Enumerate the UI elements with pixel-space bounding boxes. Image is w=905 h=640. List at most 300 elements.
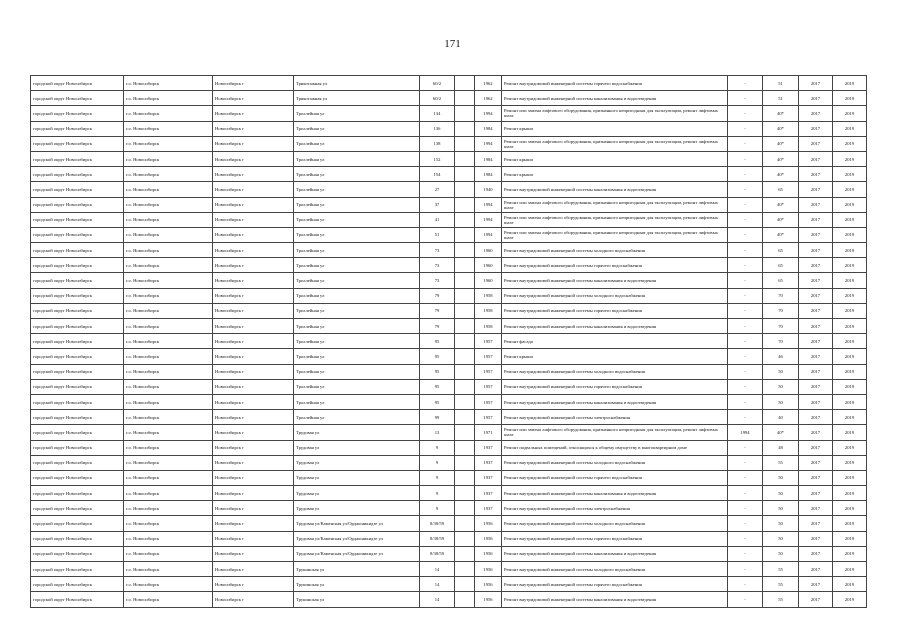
table-row (31, 562, 867, 577)
year-built-cell: 1994 (475, 197, 502, 212)
table-row (31, 379, 867, 394)
street-cell: Троллейная ул (294, 212, 420, 227)
settlement-cell: Новосибирск г (213, 288, 294, 303)
street-cell: Трудовая ул (294, 455, 420, 470)
work-type-cell: Ремонт подвальных помещений, относящихся к общему имуществу в многоквартирном доме (502, 440, 728, 455)
plan-start-cell: 2017 (799, 273, 833, 288)
last-repair-year-cell: - (728, 455, 763, 470)
year-built-cell: 1971 (475, 425, 502, 440)
building-cell (455, 303, 475, 318)
table-row (31, 212, 867, 227)
municipality-cell: городской округ Новосибирск (31, 394, 124, 409)
municipality-cell: городской округ Новосибирск (31, 167, 124, 182)
building-cell (455, 592, 475, 607)
building-cell (455, 470, 475, 485)
settlement-cell: Новосибирск г (213, 379, 294, 394)
year-built-cell: 1958 (475, 303, 502, 318)
plan-start-cell: 2017 (799, 303, 833, 318)
year-built-cell: 1956 (475, 577, 502, 592)
house-number-cell: 134 (420, 106, 455, 121)
year-built-cell: 1957 (475, 379, 502, 394)
last-repair-year-cell: - (728, 516, 763, 531)
street-cell: Трудовая ул (294, 440, 420, 455)
building-cell (455, 167, 475, 182)
building-cell (455, 486, 475, 501)
house-number-cell: 95 (420, 364, 455, 379)
table-row (31, 546, 867, 561)
plan-start-cell: 2017 (799, 501, 833, 516)
wear-percent-cell: 50 (763, 516, 799, 531)
building-cell (455, 546, 475, 561)
work-type-cell: Ремонт внутридомовой инженерной системы горячего водоснабжения (502, 470, 728, 485)
street-cell: Троллейная ул (294, 151, 420, 166)
street-cell: Трукинская ул (294, 577, 420, 592)
last-repair-year-cell: - (728, 319, 763, 334)
last-repair-year-cell: - (728, 486, 763, 501)
plan-start-cell: 2017 (799, 364, 833, 379)
street-cell: Троллейная ул (294, 379, 420, 394)
last-repair-year-cell: - (728, 546, 763, 561)
building-cell (455, 516, 475, 531)
settlement-cell: Новосибирск г (213, 562, 294, 577)
year-built-cell: 1958 (475, 288, 502, 303)
house-number-cell: 136 (420, 121, 455, 136)
plan-start-cell: 2017 (799, 592, 833, 607)
plan-end-cell: 2019 (833, 136, 867, 151)
settlement-cell: Новосибирск г (213, 364, 294, 379)
year-built-cell: 1994 (475, 212, 502, 227)
work-type-cell: Ремонт внутридомовой инженерной системы горячего водоснабжения (502, 303, 728, 318)
table-row (31, 151, 867, 166)
building-cell (455, 455, 475, 470)
plan-end-cell: 2019 (833, 592, 867, 607)
table-row (31, 349, 867, 364)
year-built-cell: 1956 (475, 592, 502, 607)
municipality-cell: городской округ Новосибирск (31, 440, 124, 455)
table-row (31, 410, 867, 425)
house-number-cell: 73 (420, 243, 455, 258)
year-built-cell: 1957 (475, 394, 502, 409)
plan-start-cell: 2017 (799, 258, 833, 273)
settlement-cell: Новосибирск г (213, 243, 294, 258)
year-built-cell: 1984 (475, 121, 502, 136)
urban-district-cell: г.о. Новосибирск (124, 319, 213, 334)
building-cell (455, 91, 475, 106)
year-built-cell: 1940 (475, 182, 502, 197)
table-row (31, 91, 867, 106)
urban-district-cell: г.о. Новосибирск (124, 486, 213, 501)
street-cell: Троллейная ул (294, 288, 420, 303)
plan-end-cell: 2019 (833, 577, 867, 592)
year-built-cell: 1962 (475, 76, 502, 91)
building-cell (455, 273, 475, 288)
settlement-cell: Новосибирск г (213, 394, 294, 409)
wear-percent-cell: 65 (763, 258, 799, 273)
settlement-cell: Новосибирск г (213, 258, 294, 273)
urban-district-cell: г.о. Новосибирск (124, 258, 213, 273)
last-repair-year-cell: - (728, 273, 763, 288)
year-built-cell: 1937 (475, 501, 502, 516)
wear-percent-cell: 50 (763, 379, 799, 394)
plan-end-cell: 2019 (833, 455, 867, 470)
last-repair-year-cell: - (728, 577, 763, 592)
municipality-cell: городской округ Новосибирск (31, 91, 124, 106)
municipality-cell: городской округ Новосибирск (31, 273, 124, 288)
year-built-cell: 1937 (475, 470, 502, 485)
settlement-cell: Новосибирск г (213, 546, 294, 561)
table-row (31, 364, 867, 379)
municipality-cell: городской округ Новосибирск (31, 243, 124, 258)
wear-percent-cell: 40* (763, 151, 799, 166)
plan-start-cell: 2017 (799, 425, 833, 440)
last-repair-year-cell: - (728, 76, 763, 91)
work-type-cell: Ремонт внутридомовой инженерной системы канализования и водоотведения (502, 182, 728, 197)
plan-end-cell: 2019 (833, 501, 867, 516)
plan-end-cell: 2019 (833, 486, 867, 501)
plan-start-cell: 2017 (799, 486, 833, 501)
urban-district-cell: г.о. Новосибирск (124, 364, 213, 379)
table-row (31, 470, 867, 485)
wear-percent-cell: 65 (763, 273, 799, 288)
plan-start-cell: 2017 (799, 121, 833, 136)
building-cell (455, 319, 475, 334)
plan-end-cell: 2019 (833, 516, 867, 531)
plan-start-cell: 2017 (799, 470, 833, 485)
building-cell (455, 440, 475, 455)
settlement-cell: Новосибирск г (213, 319, 294, 334)
work-type-cell: Ремонт внутридомовой инженерной системы канализования и водоотведения (502, 273, 728, 288)
settlement-cell: Новосибирск г (213, 303, 294, 318)
year-built-cell: 1994 (475, 227, 502, 242)
municipality-cell: городской округ Новосибирск (31, 577, 124, 592)
plan-start-cell: 2017 (799, 531, 833, 546)
street-cell: Троллейная ул (294, 273, 420, 288)
work-type-cell: Ремонт или замена лифтового оборудования, признанного непригодным для эксплуатации, ремонт лифтовых шахт (502, 136, 728, 151)
table-row (31, 455, 867, 470)
municipality-cell: городской округ Новосибирск (31, 319, 124, 334)
year-built-cell: 1956 (475, 562, 502, 577)
building-cell (455, 410, 475, 425)
plan-start-cell: 2017 (799, 455, 833, 470)
year-built-cell: 1957 (475, 410, 502, 425)
street-cell: Трукинская ул (294, 562, 420, 577)
urban-district-cell: г.о. Новосибирск (124, 334, 213, 349)
table-row (31, 319, 867, 334)
house-number-cell: 95 (420, 349, 455, 364)
work-type-cell: Ремонт внутридомовой инженерной системы холодного водоснабжения (502, 562, 728, 577)
municipality-cell: городской округ Новосибирск (31, 379, 124, 394)
wear-percent-cell: 70 (763, 319, 799, 334)
urban-district-cell: г.о. Новосибирск (124, 410, 213, 425)
wear-percent-cell: 70 (763, 303, 799, 318)
wear-percent-cell: 55 (763, 577, 799, 592)
house-number-cell: 14 (420, 562, 455, 577)
plan-end-cell: 2019 (833, 91, 867, 106)
settlement-cell: Новосибирск г (213, 470, 294, 485)
settlement-cell: Новосибирск г (213, 486, 294, 501)
table-row (31, 197, 867, 212)
municipality-cell: городской округ Новосибирск (31, 197, 124, 212)
last-repair-year-cell: 1994 (728, 425, 763, 440)
house-number-cell: 9 (420, 440, 455, 455)
plan-start-cell: 2017 (799, 151, 833, 166)
wear-percent-cell: 50 (763, 364, 799, 379)
wear-percent-cell: 65 (763, 182, 799, 197)
table-row (31, 106, 867, 121)
settlement-cell: Новосибирск г (213, 212, 294, 227)
street-cell: Троллейная ул (294, 121, 420, 136)
table-row (31, 182, 867, 197)
work-type-cell: Ремонт внутридомовой инженерной системы горячего водоснабжения (502, 379, 728, 394)
year-built-cell: 1962 (475, 91, 502, 106)
urban-district-cell: г.о. Новосибирск (124, 243, 213, 258)
urban-district-cell: г.о. Новосибирск (124, 227, 213, 242)
wear-percent-cell: 65 (763, 243, 799, 258)
street-cell: Троллейная ул (294, 227, 420, 242)
house-number-cell: 13 (420, 425, 455, 440)
building-cell (455, 227, 475, 242)
work-type-cell: Ремонт внутридомовой инженерной системы канализования и водоотведения (502, 592, 728, 607)
plan-start-cell: 2017 (799, 91, 833, 106)
wear-percent-cell: 70 (763, 288, 799, 303)
house-number-cell: 73 (420, 258, 455, 273)
urban-district-cell: г.о. Новосибирск (124, 531, 213, 546)
wear-percent-cell: 40* (763, 425, 799, 440)
house-number-cell: 138 (420, 136, 455, 151)
municipality-cell: городской округ Новосибирск (31, 151, 124, 166)
plan-end-cell: 2019 (833, 288, 867, 303)
table-row (31, 531, 867, 546)
plan-end-cell: 2019 (833, 167, 867, 182)
building-cell (455, 243, 475, 258)
plan-end-cell: 2019 (833, 410, 867, 425)
urban-district-cell: г.о. Новосибирск (124, 288, 213, 303)
table-row (31, 136, 867, 151)
municipality-cell: городской округ Новосибирск (31, 334, 124, 349)
plan-end-cell: 2019 (833, 258, 867, 273)
street-cell: Трудовая ул (294, 470, 420, 485)
year-built-cell: 1960 (475, 273, 502, 288)
year-built-cell: 1960 (475, 243, 502, 258)
plan-end-cell: 2019 (833, 531, 867, 546)
work-type-cell: Ремонт внутридомовой инженерной системы канализования и водоотведения (502, 486, 728, 501)
building-cell (455, 501, 475, 516)
wear-percent-cell: 40* (763, 167, 799, 182)
street-cell: Троллейная ул (294, 197, 420, 212)
street-cell: Трудовая ул (294, 425, 420, 440)
plan-end-cell: 2019 (833, 425, 867, 440)
last-repair-year-cell: - (728, 136, 763, 151)
street-cell: Троллейная ул (294, 319, 420, 334)
last-repair-year-cell: - (728, 167, 763, 182)
last-repair-year-cell: - (728, 410, 763, 425)
year-built-cell: 1956 (475, 531, 502, 546)
table-row (31, 121, 867, 136)
house-number-cell: 9 (420, 501, 455, 516)
year-built-cell: 1958 (475, 319, 502, 334)
house-number-cell: 9 (420, 470, 455, 485)
municipality-cell: городской округ Новосибирск (31, 227, 124, 242)
house-number-cell: 9 (420, 486, 455, 501)
year-built-cell: 1956 (475, 516, 502, 531)
street-cell: Трудовая ул (294, 501, 420, 516)
house-number-cell: 79 (420, 303, 455, 318)
plan-start-cell: 2017 (799, 394, 833, 409)
wear-percent-cell: 51 (763, 76, 799, 91)
settlement-cell: Новосибирск г (213, 167, 294, 182)
street-cell: Троллейная ул (294, 334, 420, 349)
work-type-cell: Ремонт внутридомовой инженерной системы холодного водоснабжения (502, 455, 728, 470)
plan-end-cell: 2019 (833, 470, 867, 485)
year-built-cell: 1957 (475, 334, 502, 349)
street-cell: Трукинская ул (294, 592, 420, 607)
table-row (31, 258, 867, 273)
street-cell: Троллейная ул (294, 410, 420, 425)
plan-end-cell: 2019 (833, 349, 867, 364)
settlement-cell: Новосибирск г (213, 410, 294, 425)
work-type-cell: Ремонт фасада (502, 334, 728, 349)
settlement-cell: Новосибирск г (213, 197, 294, 212)
table-row (31, 440, 867, 455)
house-number-cell: 14 (420, 592, 455, 607)
urban-district-cell: г.о. Новосибирск (124, 349, 213, 364)
building-cell (455, 258, 475, 273)
house-number-cell: 95 (420, 394, 455, 409)
urban-district-cell: г.о. Новосибирск (124, 455, 213, 470)
street-cell: Троллейная ул (294, 167, 420, 182)
plan-start-cell: 2017 (799, 182, 833, 197)
work-type-cell: Ремонт крыши (502, 349, 728, 364)
urban-district-cell: г.о. Новосибирск (124, 212, 213, 227)
wear-percent-cell: 40* (763, 197, 799, 212)
settlement-cell: Новосибирск г (213, 76, 294, 91)
table-row (31, 394, 867, 409)
plan-end-cell: 2019 (833, 197, 867, 212)
work-type-cell: Ремонт внутридомовой инженерной системы холодного водоснабжения (502, 243, 728, 258)
work-type-cell: Ремонт внутридомовой инженерной системы холодного водоснабжения (502, 516, 728, 531)
last-repair-year-cell: - (728, 197, 763, 212)
municipality-cell: городской округ Новосибирск (31, 76, 124, 91)
building-cell (455, 379, 475, 394)
plan-start-cell: 2017 (799, 76, 833, 91)
urban-district-cell: г.о. Новосибирск (124, 76, 213, 91)
plan-start-cell: 2017 (799, 212, 833, 227)
plan-end-cell: 2019 (833, 243, 867, 258)
house-number-cell: 27 (420, 182, 455, 197)
wear-percent-cell: 50 (763, 531, 799, 546)
building-cell (455, 531, 475, 546)
plan-end-cell: 2019 (833, 273, 867, 288)
last-repair-year-cell: - (728, 121, 763, 136)
settlement-cell: Новосибирск г (213, 440, 294, 455)
municipality-cell: городской округ Новосибирск (31, 121, 124, 136)
house-number-cell: 95 (420, 334, 455, 349)
building-cell (455, 349, 475, 364)
municipality-cell: городской округ Новосибирск (31, 470, 124, 485)
wear-percent-cell: 50 (763, 501, 799, 516)
work-type-cell: Ремонт внутридомовой инженерной системы канализования и водоотведения (502, 319, 728, 334)
plan-start-cell: 2017 (799, 577, 833, 592)
plan-end-cell: 2019 (833, 394, 867, 409)
house-number-cell: 14 (420, 577, 455, 592)
last-repair-year-cell: - (728, 394, 763, 409)
year-built-cell: 1960 (475, 258, 502, 273)
last-repair-year-cell: - (728, 91, 763, 106)
plan-end-cell: 2019 (833, 562, 867, 577)
settlement-cell: Новосибирск г (213, 516, 294, 531)
municipality-cell: городской округ Новосибирск (31, 410, 124, 425)
last-repair-year-cell: - (728, 592, 763, 607)
last-repair-year-cell: - (728, 258, 763, 273)
building-cell (455, 106, 475, 121)
plan-start-cell: 2017 (799, 440, 833, 455)
year-built-cell: 1937 (475, 440, 502, 455)
plan-start-cell: 2017 (799, 349, 833, 364)
work-type-cell: Ремонт крыши (502, 151, 728, 166)
settlement-cell: Новосибирск г (213, 91, 294, 106)
table-row (31, 243, 867, 258)
settlement-cell: Новосибирск г (213, 136, 294, 151)
municipality-cell: городской округ Новосибирск (31, 486, 124, 501)
year-built-cell: 1984 (475, 167, 502, 182)
table-row (31, 425, 867, 440)
last-repair-year-cell: - (728, 151, 763, 166)
street-cell: Троллейная ул (294, 136, 420, 151)
street-cell: Трудовая ул/Каменская ул/Орджоникидзе ул (294, 546, 420, 561)
municipality-cell: городской округ Новосибирск (31, 562, 124, 577)
work-type-cell: Ремонт внутридомовой инженерной системы горячего водоснабжения (502, 577, 728, 592)
plan-end-cell: 2019 (833, 379, 867, 394)
municipality-cell: городской округ Новосибирск (31, 349, 124, 364)
municipality-cell: городской округ Новосибирск (31, 516, 124, 531)
last-repair-year-cell: - (728, 562, 763, 577)
house-number-cell: 152 (420, 151, 455, 166)
urban-district-cell: г.о. Новосибирск (124, 546, 213, 561)
building-cell (455, 562, 475, 577)
urban-district-cell: г.о. Новосибирск (124, 136, 213, 151)
wear-percent-cell: 55 (763, 455, 799, 470)
wear-percent-cell: 40* (763, 212, 799, 227)
wear-percent-cell: 70 (763, 334, 799, 349)
municipality-cell: городской округ Новосибирск (31, 106, 124, 121)
street-cell: Троллейная ул (294, 258, 420, 273)
work-type-cell: Ремонт или замена лифтового оборудования, признанного непригодным для эксплуатации, ремонт лифтовых шахт (502, 227, 728, 242)
street-cell: Трикотажная ул (294, 91, 420, 106)
plan-end-cell: 2019 (833, 440, 867, 455)
work-type-cell: Ремонт внутридомовой инженерной системы горячего водоснабжения (502, 531, 728, 546)
work-type-cell: Ремонт внутридомовой инженерной системы холодного водоснабжения (502, 364, 728, 379)
year-built-cell: 1956 (475, 546, 502, 561)
repair-register-table (30, 75, 867, 608)
table-row (31, 76, 867, 91)
plan-start-cell: 2017 (799, 319, 833, 334)
building-cell (455, 182, 475, 197)
work-type-cell: Ремонт внутридомовой инженерной системы электроснабжения (502, 501, 728, 516)
wear-percent-cell: 50 (763, 546, 799, 561)
year-built-cell: 1984 (475, 151, 502, 166)
municipality-cell: городской округ Новосибирск (31, 592, 124, 607)
last-repair-year-cell: - (728, 531, 763, 546)
settlement-cell: Новосибирск г (213, 455, 294, 470)
last-repair-year-cell: - (728, 334, 763, 349)
wear-percent-cell: 40* (763, 121, 799, 136)
table-row (31, 273, 867, 288)
plan-end-cell: 2019 (833, 303, 867, 318)
work-type-cell: Ремонт внутридомовой инженерной системы канализования и водоотведения (502, 91, 728, 106)
house-number-cell: 9 (420, 455, 455, 470)
last-repair-year-cell: - (728, 470, 763, 485)
last-repair-year-cell: - (728, 243, 763, 258)
